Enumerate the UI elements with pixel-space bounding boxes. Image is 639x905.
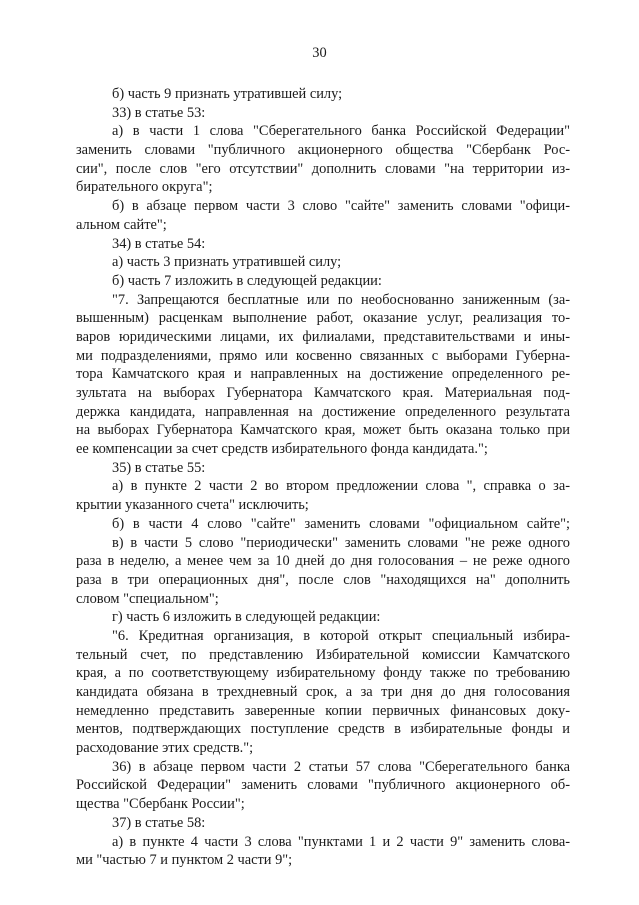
text-line: словом "специальном"; — [76, 590, 219, 607]
text-line: 34) в статье 54: — [112, 235, 206, 252]
page-number: 30 — [312, 45, 327, 61]
text-line: заменить словами "публичного акционерного общества "Сбербанк Рос- — [76, 142, 570, 159]
text-line: а) часть 3 признать утратившей силу; — [112, 254, 342, 271]
text-line: раза в неделю, а менее чем за 10 дней до дня голосования – не реже одного — [76, 553, 570, 570]
text-line: а) в части 1 слова "Сберегательного банка Российской Федерации" — [112, 123, 570, 140]
text-line: раза в три операционных дня", после слов "находящихся на" дополнить — [76, 571, 570, 588]
text-line: в) в части 5 слово "периодически" заменить словами "не реже одного — [112, 534, 570, 551]
text-line: тора Камчатского края и направленных на достижение определенного ре- — [76, 366, 570, 383]
text-line: альном сайте"; — [76, 216, 167, 233]
text-line: бирательного округа"; — [76, 179, 213, 196]
text-line: б) часть 9 признать утратившей силу; — [112, 86, 343, 102]
text-line: "7. Запрещаются бесплатные или по необоснованно заниженным (за- — [112, 291, 570, 308]
text-line: г) часть 6 изложить в следующей редакции: — [112, 609, 381, 626]
document-body — [76, 85, 570, 870]
text-line: варов юридическими лицами, их филиалами, представительствами и ины- — [76, 328, 570, 345]
text-line: зультата на выборах Губернатора Камчатского края. Материальная под- — [76, 385, 570, 401]
text-line: б) в абзаце первом части 3 слово "сайте" заменить словами "офици- — [112, 198, 570, 215]
text-line: а) в пункте 2 части 2 во втором предложении слова ", справка о за- — [112, 478, 570, 495]
text-line: держка кандидата, направленная на достижение определенного результата — [76, 403, 570, 420]
text-line: вышенным) расценкам выполнение работ, оказание услуг, реализация то- — [76, 310, 570, 327]
text-line: крытии указанного счета" исключить; — [76, 497, 309, 514]
text-line: ее компенсации за счет средств избирательного фонда кандидата."; — [76, 441, 488, 458]
text-line: ми "частью 7 и пунктом 2 части 9"; — [76, 852, 293, 869]
text-line: 36) в абзаце первом части 2 статьи 57 слова "Сберегательного банка — [112, 758, 570, 775]
text-line: 33) в статье 53: — [112, 104, 206, 121]
text-line: кандидата обязана в трехдневный срок, а за три дня до дня голосования — [76, 684, 570, 700]
text-line: 37) в статье 58: — [112, 814, 206, 831]
text-line: б) часть 7 изложить в следующей редакции: — [112, 272, 382, 289]
text-line: ми подразделениями, прямо или косвенно связанных с выборами Губерна- — [76, 347, 570, 364]
text-line: тельный счет, по представлению Избирательной комиссии Камчатского — [76, 646, 570, 663]
text-line: ментов, подтверждающих поступление средств в избирательные фонды и — [76, 721, 570, 738]
text-line: Российской Федерации" заменить словами "публичного акционерного об- — [76, 777, 570, 794]
text-line: а) в пункте 4 части 3 слова "пунктами 1 и 2 части 9" заменить слова- — [112, 833, 570, 850]
text-line: расходование этих средств."; — [76, 740, 254, 757]
text-line: края, а по соответствующему избирательному фонду также по требованию — [76, 665, 570, 682]
text-line: щества "Сбербанк России"; — [76, 796, 245, 813]
text-line: б) в части 4 слово "сайте" заменить словами "официальном сайте"; — [112, 515, 570, 532]
text-line: немедленно представить заверенные копии первичных финансовых доку- — [76, 702, 570, 719]
text-line: сии", после слов "его отсутствии" дополнить словами "на территории из- — [76, 160, 570, 177]
text-line: на выборах Губернатора Камчатского края, может быть оказана только при — [76, 422, 570, 439]
text-line: 35) в статье 55: — [112, 459, 206, 476]
text-line: "6. Кредитная организация, в которой открыт специальный избира- — [112, 627, 570, 644]
